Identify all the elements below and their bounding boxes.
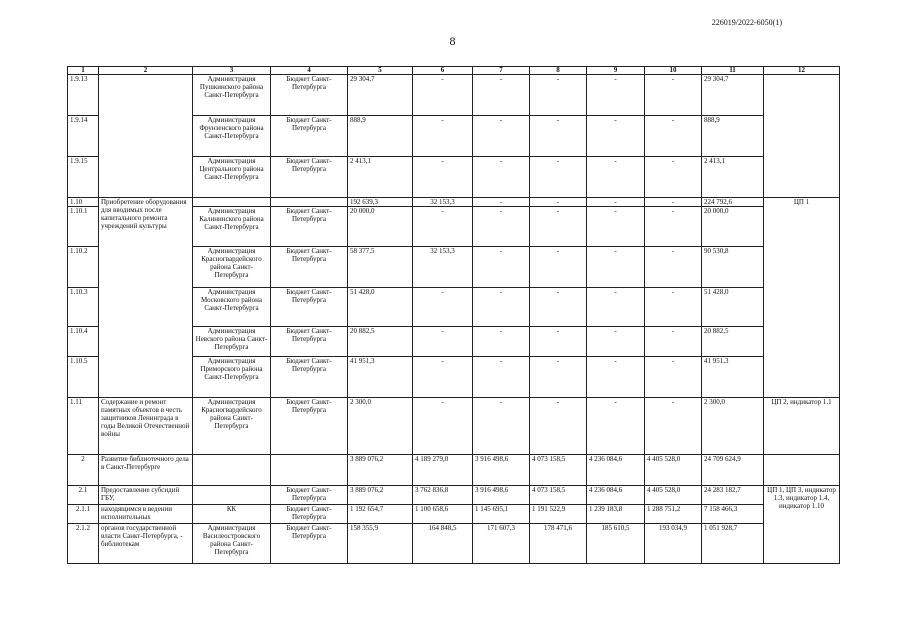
executor: Администрация Приморского района Санкт-Петербурга <box>193 357 271 398</box>
value-2020: 888,9 <box>348 116 413 157</box>
row-number: 2.1.2 <box>68 524 99 564</box>
event-name: Приобретение оборудования для вводимых после капитального ремонта учреждений культуры <box>99 198 193 398</box>
value-2020: 2 300,0 <box>348 398 413 455</box>
funding-source: Бюджет Санкт-Петербурга <box>271 116 348 157</box>
value-2022: - <box>473 327 530 357</box>
value-2025: 4 405 528,0 <box>645 486 702 505</box>
value-2021: - <box>413 116 473 157</box>
funding-source <box>271 455 348 486</box>
value-2024: - <box>587 247 645 288</box>
value-2023: - <box>530 357 587 398</box>
page-number: 8 <box>449 34 456 48</box>
value-2025: - <box>645 157 702 198</box>
value-2024: - <box>587 398 645 455</box>
indicator: ЦП 2, индикатор 1.1 <box>764 398 840 455</box>
executor: Администрация Василеостровского района Санкт-Петербурга <box>193 524 271 564</box>
row-number: 1.10.1 <box>68 207 99 247</box>
document-number: 226019/2022-6050(1) <box>711 18 782 27</box>
column-header: 3 <box>193 67 271 75</box>
row-number: 2 <box>68 455 99 486</box>
value-2021: - <box>413 207 473 247</box>
row-number: 1.10 <box>68 198 99 207</box>
program-table <box>67 66 840 564</box>
value-total: 1 051 928,7 <box>702 524 764 564</box>
value-total: 51 428,0 <box>702 288 764 327</box>
column-header: 4 <box>271 67 348 75</box>
value-total: 888,9 <box>702 116 764 157</box>
table-row <box>68 75 840 116</box>
column-header: 9 <box>587 67 645 75</box>
funding-source <box>271 198 348 207</box>
value-2025: 193 034,9 <box>645 524 702 564</box>
value-2020: 58 377,5 <box>348 247 413 288</box>
executor <box>193 455 271 486</box>
value-2023: - <box>530 288 587 327</box>
value-total: 2 413,1 <box>702 157 764 198</box>
value-2020: 51 428,0 <box>348 288 413 327</box>
executor: Администрация Фрунзенского района Санкт-Петербурга <box>193 116 271 157</box>
executor: Администрация Центрального района Санкт-Петербурга <box>193 157 271 198</box>
value-2025: - <box>645 116 702 157</box>
executor: Администрация Красногвардейского района Санкт-Петербурга <box>193 247 271 288</box>
row-number: 1.11 <box>68 398 99 455</box>
executor: Администрация Калининского района Санкт-Петербурга <box>193 207 271 247</box>
table-row <box>68 486 840 505</box>
value-2020: 20 882,5 <box>348 327 413 357</box>
value-2023: - <box>530 247 587 288</box>
value-2023: 4 073 158,5 <box>530 486 587 505</box>
value-2021: 32 153,3 <box>413 247 473 288</box>
value-2021: - <box>413 398 473 455</box>
value-2024: 4 236 084,6 <box>587 455 645 486</box>
value-2021: - <box>413 288 473 327</box>
value-2022: - <box>473 207 530 247</box>
funding-source: Бюджет Санкт-Петербурга <box>271 486 348 505</box>
value-2024: 1 239 183,8 <box>587 505 645 524</box>
executor <box>193 198 271 207</box>
row-number: 1.10.4 <box>68 327 99 357</box>
value-2024: 185 610,5 <box>587 524 645 564</box>
value-2024: - <box>587 198 645 207</box>
value-2022: - <box>473 398 530 455</box>
value-2020: 192 639,3 <box>348 198 413 207</box>
value-2020: 20 000,0 <box>348 207 413 247</box>
value-2024: - <box>587 157 645 198</box>
value-2021: 3 762 836,8 <box>413 486 473 505</box>
funding-source: Бюджет Санкт-Петербурга <box>271 157 348 198</box>
value-2024: - <box>587 288 645 327</box>
value-total: 29 304,7 <box>702 75 764 116</box>
indicator <box>764 455 840 486</box>
value-2024: 4 236 084,6 <box>587 486 645 505</box>
value-2021: 4 189 279,0 <box>413 455 473 486</box>
value-2025: - <box>645 247 702 288</box>
value-2020: 1 192 654,7 <box>348 505 413 524</box>
value-2020: 2 413,1 <box>348 157 413 198</box>
value-2022: - <box>473 247 530 288</box>
row-number: 1.10.3 <box>68 288 99 327</box>
table-row <box>68 455 840 486</box>
row-number: 1.10.5 <box>68 357 99 398</box>
value-2025: - <box>645 198 702 207</box>
executor: КК <box>193 505 271 524</box>
column-header: 2 <box>99 67 193 75</box>
value-2023: 1 191 522,9 <box>530 505 587 524</box>
column-header: 12 <box>764 67 840 75</box>
indicator: ЦП 1 <box>764 198 840 398</box>
value-2025: - <box>645 207 702 247</box>
funding-source: Бюджет Санкт-Петербурга <box>271 207 348 247</box>
row-number: 1.9.14 <box>68 116 99 157</box>
value-2024: - <box>587 357 645 398</box>
executor <box>193 486 271 505</box>
funding-source: Бюджет Санкт-Петербурга <box>271 524 348 564</box>
funding-source: Бюджет Санкт-Петербурга <box>271 505 348 524</box>
event-name: органов государственной власти Санкт-Петербурга, - библиотекам <box>99 524 193 564</box>
row-number: 2.1 <box>68 486 99 505</box>
table-header-row <box>68 67 840 75</box>
funding-source: Бюджет Санкт-Петербурга <box>271 398 348 455</box>
executor: Администрация Невского района Санкт-Петербурга <box>193 327 271 357</box>
value-total: 224 792,6 <box>702 198 764 207</box>
value-2022: - <box>473 157 530 198</box>
value-2023: - <box>530 398 587 455</box>
value-total: 20 882,5 <box>702 327 764 357</box>
value-2020: 3 889 076,2 <box>348 486 413 505</box>
value-2020: 3 889 076,2 <box>348 455 413 486</box>
value-2024: - <box>587 116 645 157</box>
column-header: 11 <box>702 67 764 75</box>
value-2022: - <box>473 288 530 327</box>
column-header: 5 <box>348 67 413 75</box>
value-2020: 158 355,9 <box>348 524 413 564</box>
value-2025: 1 288 751,2 <box>645 505 702 524</box>
row-number: 1.9.13 <box>68 75 99 116</box>
indicator: ЦП 1, ЦП 3, индикатор 1.3, индикатор 1.4, индикатор 1.10 <box>764 486 840 564</box>
value-2022: 1 145 695,1 <box>473 505 530 524</box>
value-2023: 4 073 158,5 <box>530 455 587 486</box>
funding-source: Бюджет Санкт-Петербурга <box>271 357 348 398</box>
value-total: 90 530,8 <box>702 247 764 288</box>
executor: Администрация Московского района Санкт-Петербурга <box>193 288 271 327</box>
value-total: 2 300,0 <box>702 398 764 455</box>
value-2024: - <box>587 207 645 247</box>
row-number: 1.9.15 <box>68 157 99 198</box>
value-2022: - <box>473 198 530 207</box>
value-2020: 29 304,7 <box>348 75 413 116</box>
event-name: Предоставление субсидий ГБУ, <box>99 486 193 505</box>
value-2020: 41 951,3 <box>348 357 413 398</box>
table-row <box>68 505 840 524</box>
value-total: 24 709 624,9 <box>702 455 764 486</box>
value-2022: 3 916 498,6 <box>473 486 530 505</box>
value-2021: 1 100 658,6 <box>413 505 473 524</box>
value-total: 41 951,3 <box>702 357 764 398</box>
executor: Администрация Красногвардейского района Санкт-Петербурга <box>193 398 271 455</box>
column-header: 7 <box>473 67 530 75</box>
event-name: Содержание и ремонт памятных объектов в честь защитников Ленинграда в годы Великой Отечественной войны <box>99 398 193 455</box>
value-2023: - <box>530 116 587 157</box>
value-2023: - <box>530 198 587 207</box>
value-2025: - <box>645 398 702 455</box>
column-header: 8 <box>530 67 587 75</box>
value-2024: - <box>587 327 645 357</box>
value-2023: - <box>530 75 587 116</box>
funding-source: Бюджет Санкт-Петербурга <box>271 288 348 327</box>
value-2023: - <box>530 327 587 357</box>
event-name: находящимся в ведении исполнительных <box>99 505 193 524</box>
event-name <box>99 75 193 198</box>
value-2021: - <box>413 327 473 357</box>
row-number: 1.10.2 <box>68 247 99 288</box>
value-2025: - <box>645 75 702 116</box>
value-2021: 164 848,5 <box>413 524 473 564</box>
value-total: 20 000,0 <box>702 207 764 247</box>
table-row <box>68 198 840 207</box>
value-2024: - <box>587 75 645 116</box>
value-2021: - <box>413 75 473 116</box>
column-header: 10 <box>645 67 702 75</box>
value-2022: - <box>473 75 530 116</box>
value-2025: 4 405 528,0 <box>645 455 702 486</box>
value-2023: - <box>530 157 587 198</box>
event-name: Развитие библиотечного дела в Санкт-Петербурге <box>99 455 193 486</box>
value-2022: 171 607,3 <box>473 524 530 564</box>
executor: Администрация Пушкинского района Санкт-Петербурга <box>193 75 271 116</box>
table-row <box>68 524 840 564</box>
value-2025: - <box>645 357 702 398</box>
funding-source: Бюджет Санкт-Петербурга <box>271 247 348 288</box>
row-number: 2.1.1 <box>68 505 99 524</box>
funding-source: Бюджет Санкт-Петербурга <box>271 327 348 357</box>
value-2022: - <box>473 116 530 157</box>
value-2022: - <box>473 357 530 398</box>
value-2025: - <box>645 327 702 357</box>
value-total: 24 283 182,7 <box>702 486 764 505</box>
indicator <box>764 75 840 198</box>
value-2023: - <box>530 207 587 247</box>
table-row <box>68 398 840 455</box>
value-2025: - <box>645 288 702 327</box>
value-2022: 3 916 498,6 <box>473 455 530 486</box>
column-header: 1 <box>68 67 99 75</box>
value-total: 7 158 466,3 <box>702 505 764 524</box>
value-2021: 32 153,3 <box>413 198 473 207</box>
value-2023: 178 471,6 <box>530 524 587 564</box>
column-header: 6 <box>413 67 473 75</box>
value-2021: - <box>413 157 473 198</box>
value-2021: - <box>413 357 473 398</box>
funding-source: Бюджет Санкт-Петербурга <box>271 75 348 116</box>
